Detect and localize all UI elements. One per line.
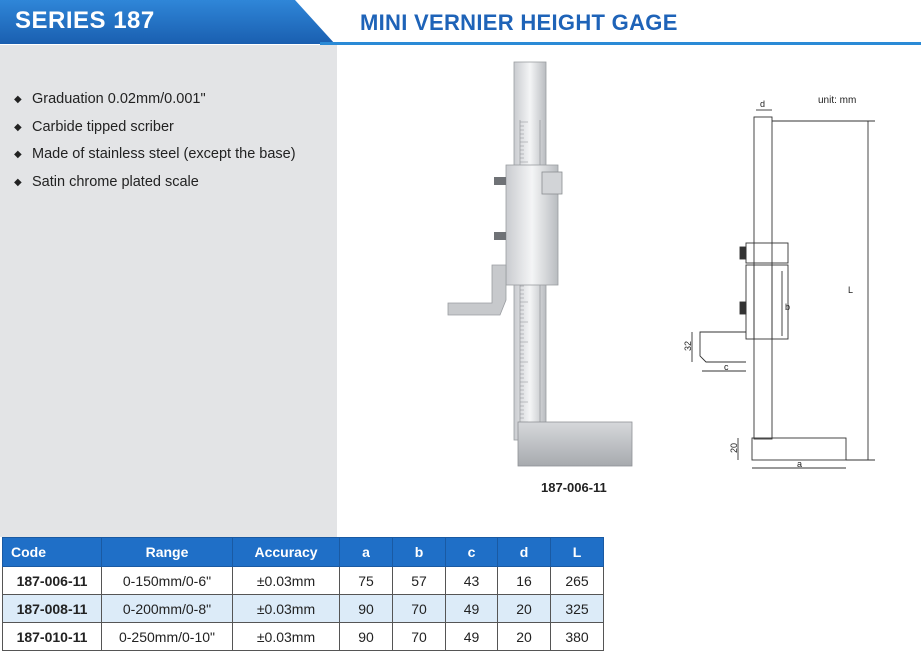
col-code: Code <box>3 538 102 567</box>
feature-text: Made of stainless steel (except the base) <box>32 146 296 162</box>
diamond-bullet-icon: ◆ <box>14 121 22 133</box>
col-d: d <box>498 538 551 567</box>
feature-text: Satin chrome plated scale <box>32 173 199 190</box>
cell-L: 325 <box>551 595 604 623</box>
cell-L: 265 <box>551 567 604 595</box>
cell-code: 187-008-11 <box>3 595 102 623</box>
cell-b: 70 <box>393 623 446 651</box>
cell-a: 90 <box>340 595 393 623</box>
feature-text: Graduation 0.02mm/0.001" <box>32 91 206 107</box>
cell-c: 49 <box>446 595 498 623</box>
dim-c-label: c <box>724 362 729 372</box>
cell-range: 0-150mm/0-6" <box>102 567 233 595</box>
table-header-row <box>3 538 604 567</box>
cell-accuracy: ±0.03mm <box>233 595 340 623</box>
col-c: c <box>446 538 498 567</box>
diamond-bullet-icon: ◆ <box>14 94 22 105</box>
header-rule <box>320 42 921 45</box>
cell-c: 43 <box>446 567 498 595</box>
feature-list <box>14 86 296 196</box>
series-title: SERIES 187 <box>15 7 155 34</box>
dim-L-label: L <box>848 285 854 295</box>
cell-accuracy: ±0.03mm <box>233 567 340 595</box>
cell-a: 90 <box>340 623 393 651</box>
cell-a: 75 <box>340 567 393 595</box>
cell-d: 16 <box>498 567 551 595</box>
col-b: b <box>393 538 446 567</box>
cell-code: 187-010-11 <box>3 623 102 651</box>
cell-b: 57 <box>393 567 446 595</box>
col-L: L <box>551 538 604 567</box>
page-title: MINI VERNIER HEIGHT GAGE <box>360 10 678 35</box>
col-accuracy: Accuracy <box>233 538 340 567</box>
feature-item <box>14 86 296 114</box>
dim-20-label: 20 <box>729 442 739 453</box>
series-tab <box>0 0 335 44</box>
cell-b: 70 <box>393 595 446 623</box>
cell-range: 0-250mm/0-10" <box>102 623 233 651</box>
table-row <box>3 595 604 623</box>
col-a: a <box>340 538 393 567</box>
dim-b-label: b <box>785 302 791 312</box>
feature-item <box>14 169 296 197</box>
photo-caption: 187-006-11 <box>541 480 607 495</box>
cell-accuracy: ±0.03mm <box>233 623 340 651</box>
table-row <box>3 623 604 651</box>
product-photo <box>440 60 640 470</box>
cell-range: 0-200mm/0-8" <box>102 595 233 623</box>
diamond-bullet-icon: ◆ <box>14 176 22 188</box>
dim-d-label: d <box>760 99 766 109</box>
dim-a-label: a <box>797 459 803 469</box>
col-range: Range <box>102 538 233 567</box>
feature-item <box>14 141 296 169</box>
dimension-drawing <box>672 90 921 480</box>
spec-table <box>2 537 604 651</box>
table-row <box>3 567 604 595</box>
feature-text: Carbide tipped scriber <box>32 118 174 135</box>
diamond-bullet-icon: ◆ <box>14 149 22 160</box>
cell-c: 49 <box>446 623 498 651</box>
cell-code: 187-006-11 <box>3 567 102 595</box>
feature-item <box>14 114 296 142</box>
unit-label: unit: mm <box>818 95 857 106</box>
cell-d: 20 <box>498 623 551 651</box>
cell-d: 20 <box>498 595 551 623</box>
dim-32-label: 32 <box>683 340 693 351</box>
cell-L: 380 <box>551 623 604 651</box>
